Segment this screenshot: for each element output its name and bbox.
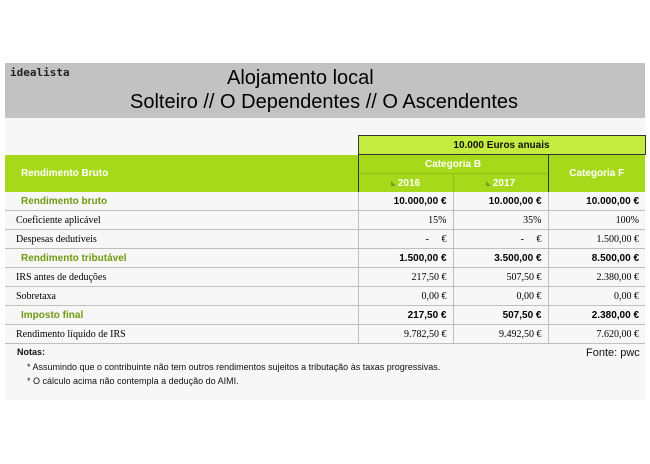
title-line2: Solteiro // O Dependentes // O Ascendentes — [130, 91, 519, 113]
brand-logo: idealista — [10, 66, 70, 79]
table-row — [5, 306, 645, 325]
row-label: IRS antes de deduções — [5, 268, 358, 287]
row-label: Imposto final — [5, 306, 358, 325]
header-band — [5, 63, 645, 118]
table-row — [5, 268, 645, 287]
table-row — [5, 211, 645, 230]
cell-2017: 507,50 € — [453, 306, 548, 325]
cell-2016: 217,50 € — [358, 306, 453, 325]
notes-title: Notas: — [17, 347, 46, 357]
table-row — [5, 230, 645, 249]
table-row — [5, 325, 645, 344]
cell-cat-f: 0,00 € — [548, 287, 645, 306]
title-line1: Alojamento local — [227, 67, 374, 89]
row-label: Coeficiente aplicável — [5, 211, 358, 230]
cell-cat-f: 8.500,00 € — [548, 249, 645, 268]
row-label: Rendimento bruto — [5, 192, 358, 211]
corner-marker-icon — [486, 181, 491, 186]
cell-2017: 10.000,00 € — [453, 192, 548, 211]
corner-marker-icon — [391, 181, 396, 186]
cell-2016: 1.500,00 € — [358, 249, 453, 268]
cell-cat-f: 7.620,00 € — [548, 325, 645, 344]
row-header-label: Rendimento Bruto — [5, 155, 358, 193]
notes-block — [17, 347, 440, 390]
category-f-header: Categoria F — [548, 155, 645, 193]
row-label: Rendimento tributável — [5, 249, 358, 268]
cell-2016: 10.000,00 € — [358, 192, 453, 211]
cell-2017: 0,00 € — [453, 287, 548, 306]
cell-cat-f: 1.500,00 € — [548, 230, 645, 249]
note-line-1: * Assumindo que o contribuinte não tem outros rendimentos sujeitos a tributação às taxas progressivas. — [27, 362, 441, 372]
cell-2016: - € — [358, 230, 453, 249]
row-label: Sobretaxa — [5, 287, 358, 306]
top-header: 10.000 Euros anuais — [358, 136, 645, 155]
cell-2017: - € — [453, 230, 548, 249]
cell-2016: 9.782,50 € — [358, 325, 453, 344]
cell-cat-f: 10.000,00 € — [548, 192, 645, 211]
year-2017-header: 2017 — [453, 174, 548, 193]
cell-2017: 507,50 € — [453, 268, 548, 287]
top-header-row — [5, 136, 645, 155]
category-b-header: Categoria B — [358, 155, 548, 174]
note-line-2: * O cálculo acima não contempla a dedução do AIMI. — [27, 376, 239, 386]
cell-2016: 0,00 € — [358, 287, 453, 306]
table-row — [5, 287, 645, 306]
category-header-row — [5, 155, 645, 174]
row-label: Despesas dedutíveis — [5, 230, 358, 249]
source-label: Fonte: pwc — [586, 347, 640, 359]
cell-2017: 3.500,00 € — [453, 249, 548, 268]
table-row — [5, 192, 645, 211]
table-row — [5, 249, 645, 268]
row-label: Rendimento líquido de IRS — [5, 325, 358, 344]
cell-cat-f: 2.380,00 € — [548, 306, 645, 325]
cell-2017: 35% — [453, 211, 548, 230]
cell-cat-f: 100% — [548, 211, 645, 230]
cell-2017: 9.492,50 € — [453, 325, 548, 344]
cell-cat-f: 2.380,00 € — [548, 268, 645, 287]
year-2016-header: 2016 — [358, 174, 453, 193]
cell-2016: 15% — [358, 211, 453, 230]
tax-table — [5, 135, 646, 344]
cell-2016: 217,50 € — [358, 268, 453, 287]
